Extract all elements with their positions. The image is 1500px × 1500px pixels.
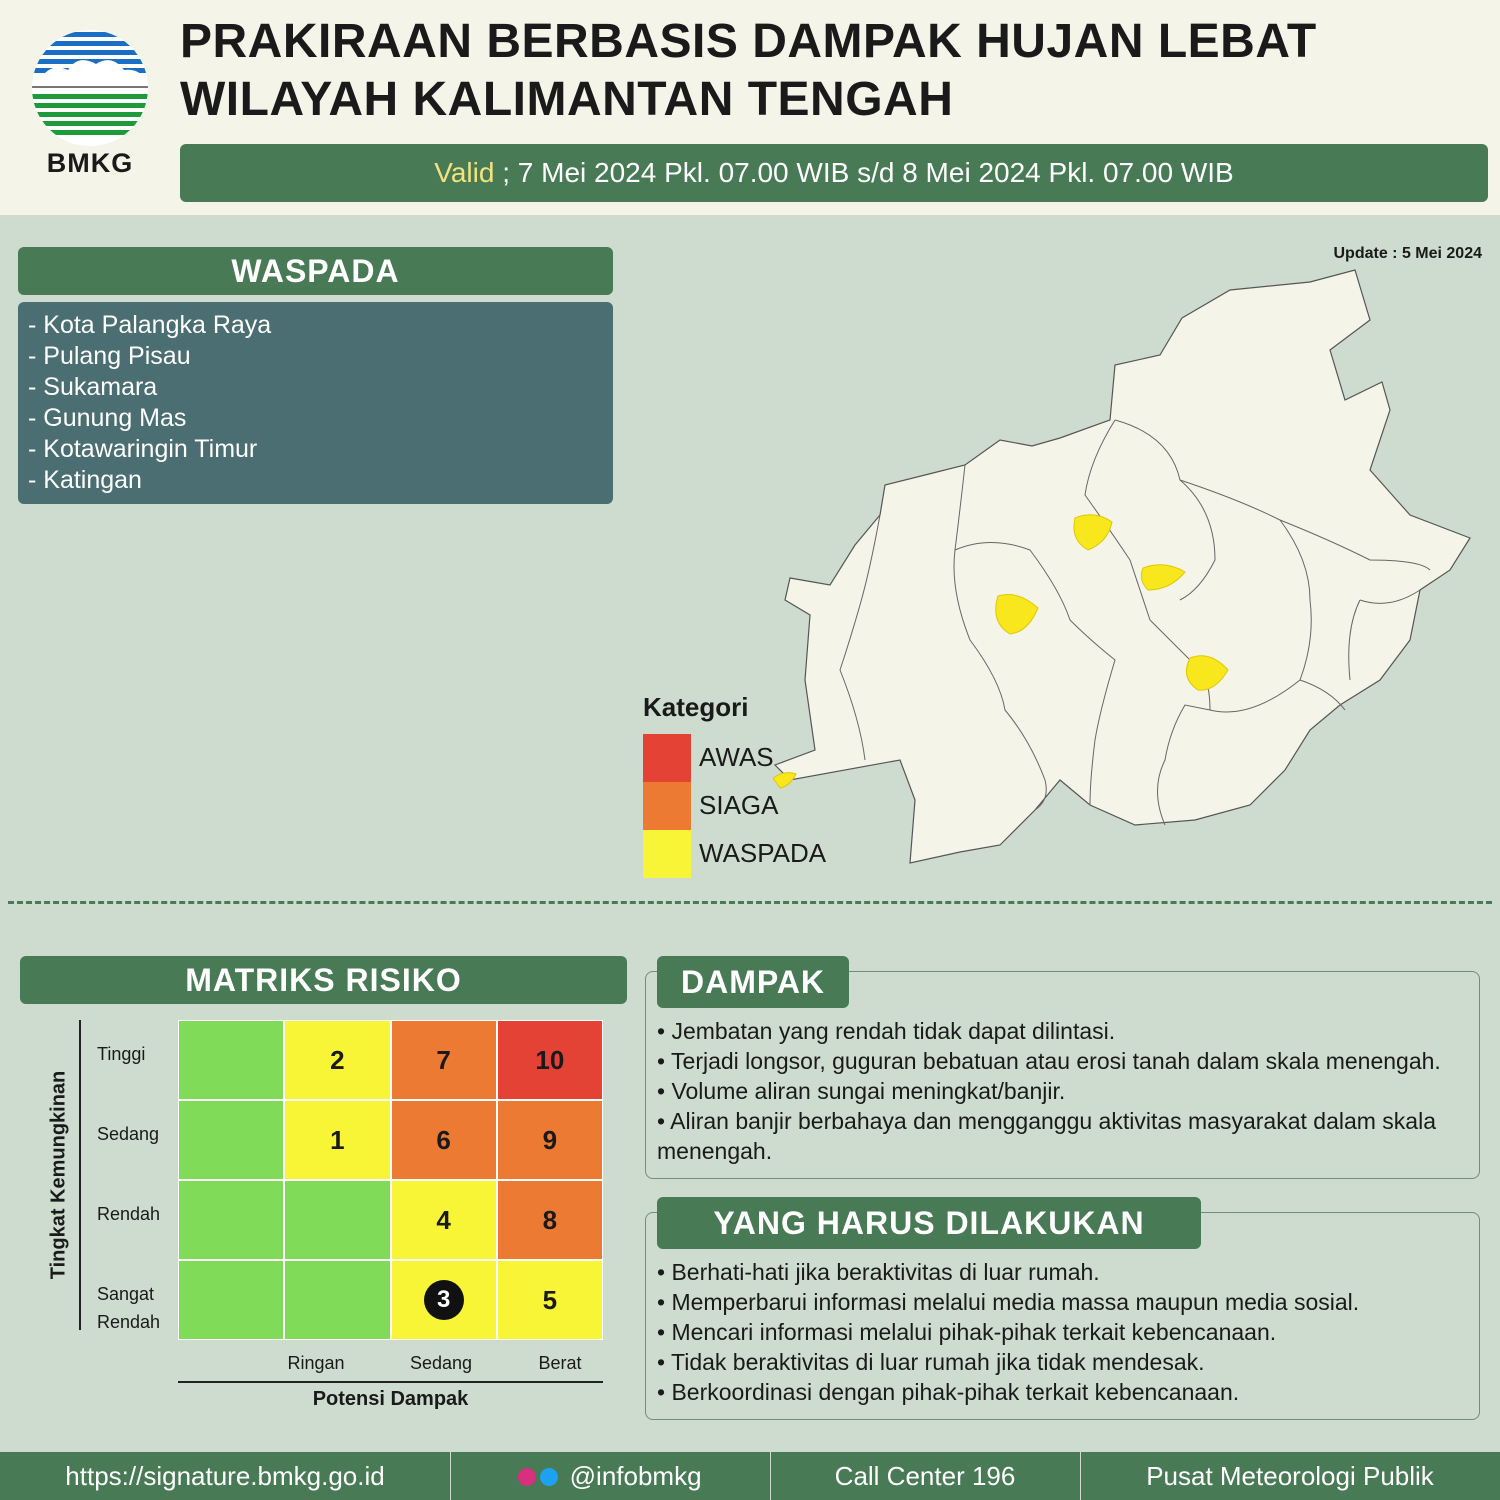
list-item: • Mencari informasi melalui pihak-pihak terkait kebencanaan. xyxy=(657,1319,1277,1345)
waspada-heading: WASPADA xyxy=(18,247,613,295)
row-label-tinggi: Tinggi xyxy=(97,1044,146,1064)
province-outline xyxy=(775,270,1470,863)
valid-text: ; 7 Mei 2024 Pkl. 07.00 WIB s/d 8 Mei 2024 Pkl. 07.00 WIB xyxy=(494,157,1234,188)
bmkg-logo-icon xyxy=(30,28,150,148)
matrix-cell xyxy=(284,1180,390,1260)
waspada-region-list xyxy=(18,302,613,504)
list-item: • Berkoordinasi dengan pihak-pihak terkait kebencanaan. xyxy=(657,1379,1240,1405)
action-heading: YANG HARUS DILAKUKAN xyxy=(657,1197,1201,1249)
matrix-cell xyxy=(284,1020,390,1100)
risk-matrix-grid xyxy=(178,1020,603,1340)
dampak-list xyxy=(657,1016,1472,1166)
twitter-icon xyxy=(540,1468,558,1486)
matrix-heading: MATRIKS RISIKO xyxy=(20,956,627,1004)
risk-score: 9 xyxy=(542,1124,558,1155)
section-divider xyxy=(8,901,1492,904)
matrix-cell xyxy=(284,1100,390,1180)
selected-risk-marker: 3 xyxy=(424,1280,464,1320)
list-item: • Terjadi longsor, guguran bebatuan atau erosi tanah dalam skala menengah. xyxy=(657,1048,1441,1074)
matrix-cell xyxy=(391,1180,497,1260)
legend-swatch xyxy=(643,782,691,830)
list-item: • Volume aliran sungai meningkat/banjir. xyxy=(657,1078,1066,1104)
footer-call-center: Call Center 196 xyxy=(834,1461,1016,1491)
row-label-rendah: Rendah xyxy=(97,1204,161,1224)
list-item: • Jembatan yang rendah tidak dapat dilintasi. xyxy=(657,1018,1116,1044)
x-axis-line xyxy=(178,1381,603,1383)
matrix-cell xyxy=(391,1260,497,1340)
risk-score: 7 xyxy=(436,1044,451,1075)
list-item: - Pulang Pisau xyxy=(28,342,191,370)
list-item: • Memperbarui informasi melalui media massa maupun media sosial. xyxy=(657,1289,1360,1315)
list-item: • Berhati-hati jika beraktivitas di luar rumah. xyxy=(657,1259,1100,1285)
social-handle: @infobmkg xyxy=(569,1461,702,1491)
row-label-sangat-rendah: Sangat Rendah xyxy=(97,1284,161,1332)
risk-score: 5 xyxy=(542,1284,558,1315)
update-date: Update : 5 Mei 2024 xyxy=(1333,245,1482,262)
kalimantan-tengah-map xyxy=(770,260,1490,870)
bmkg-logo xyxy=(30,28,150,188)
waspada-area xyxy=(773,773,796,788)
risk-score: 8 xyxy=(542,1204,558,1235)
matrix-cell xyxy=(497,1180,603,1260)
matrix-cell xyxy=(497,1020,603,1100)
risk-score: 2 xyxy=(330,1044,345,1075)
risk-score: 1 xyxy=(330,1124,345,1155)
risk-score: 6 xyxy=(436,1124,451,1155)
list-item: - Kotawaringin Timur xyxy=(28,435,258,463)
valid-label: Valid xyxy=(434,157,495,188)
footer-social[interactable] xyxy=(450,1452,770,1500)
x-axis-title: Potensi Dampak xyxy=(312,1388,469,1410)
list-item: • Aliran banjir berbahaya dan mengganggu aktivitas masyarakat dalam skala xyxy=(657,1108,1437,1134)
legend-label: WASPADA xyxy=(699,838,827,868)
list-item: • Tidak beraktivitas di luar rumah jika tidak mendesak. xyxy=(657,1349,1205,1375)
header xyxy=(0,0,1500,215)
list-item: - Sukamara xyxy=(28,373,158,401)
row-label-sedang: Sedang xyxy=(97,1124,160,1144)
risk-score: 4 xyxy=(436,1204,451,1235)
legend-title: Kategori xyxy=(643,692,749,722)
action-list xyxy=(657,1257,1472,1407)
matrix-cell xyxy=(391,1020,497,1100)
matrix-cell xyxy=(178,1260,284,1340)
col-label-berat: Berat xyxy=(538,1353,582,1373)
page-title-line2: WILAYAH KALIMANTAN TENGAH xyxy=(180,73,954,126)
list-item: - Kota Palangka Raya xyxy=(28,311,272,339)
instagram-icon xyxy=(518,1468,536,1486)
list-item: - Gunung Mas xyxy=(28,404,187,432)
logo-text: BMKG xyxy=(46,148,134,178)
matrix-cell xyxy=(178,1100,284,1180)
footer xyxy=(0,1452,1500,1500)
page-title-line1: PRAKIRAAN BERBASIS DAMPAK HUJAN LEBAT xyxy=(180,15,1317,68)
dampak-heading: DAMPAK xyxy=(657,956,849,1008)
col-label-sedang: Sedang xyxy=(409,1353,473,1373)
valid-period-bar xyxy=(180,144,1488,202)
matrix-cell xyxy=(391,1100,497,1180)
matrix-cell xyxy=(284,1260,390,1340)
footer-org: Pusat Meteorologi Publik xyxy=(1146,1461,1434,1491)
matrix-cell xyxy=(178,1020,284,1100)
legend-swatch xyxy=(643,830,691,878)
col-label-ringan: Ringan xyxy=(287,1353,345,1373)
legend-label: SIAGA xyxy=(699,790,779,820)
list-item: menengah. xyxy=(657,1138,773,1164)
y-axis-line xyxy=(79,1020,81,1330)
matrix-cell xyxy=(497,1100,603,1180)
matrix-cell xyxy=(497,1260,603,1340)
risk-score: 10 xyxy=(535,1044,565,1075)
legend-swatch xyxy=(643,734,691,782)
matrix-cell xyxy=(178,1180,284,1260)
list-item: - Katingan xyxy=(28,466,142,494)
footer-website-link[interactable]: https://signature.bmkg.go.id xyxy=(65,1461,385,1491)
legend-label: AWAS xyxy=(699,742,774,772)
y-axis-title: Tingkat Kemungkinan xyxy=(47,1070,70,1280)
